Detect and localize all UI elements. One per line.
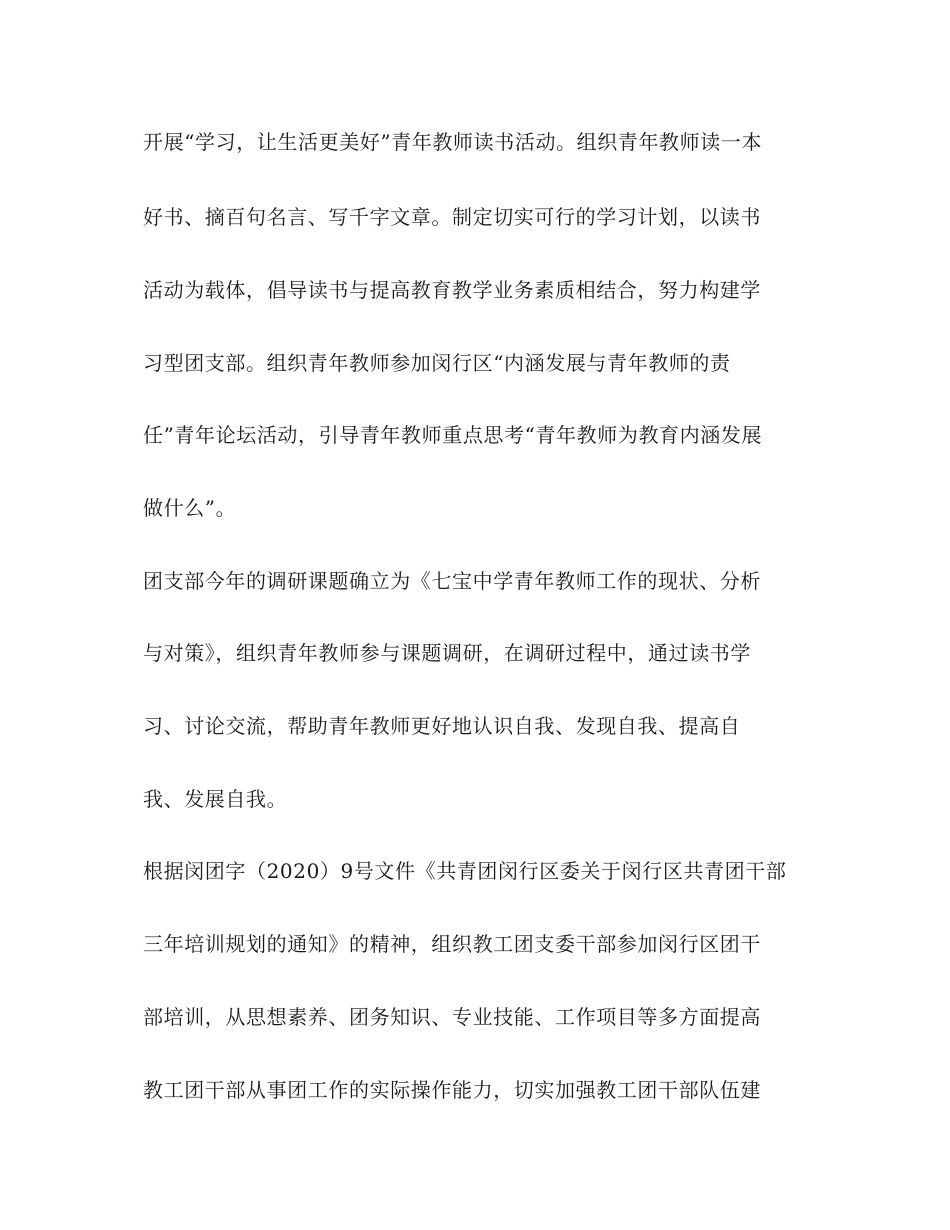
text-line: 我、发展自我。 — [143, 787, 288, 811]
text-line: 部培训，从思想素养、团务知识、专业技能、工作项目等多方面提高 — [143, 1005, 761, 1029]
text-line: 教工团干部从事团工作的实际操作能力，切实加强教工团干部队伍建 — [143, 1078, 761, 1102]
text-line: 三年培训规划的通知》的精神，组织教工团支委干部参加闵行区团干 — [143, 932, 761, 956]
text-line: 开展“学习，让生活更美好”青年教师读书活动。组织青年教师读一本 — [143, 130, 763, 154]
text-line: 根据闵团字（2020）9号文件《共青团闵行区委关于闵行区共青团干部 — [143, 859, 787, 883]
text-line: 做什么”。 — [143, 496, 237, 520]
text-line: 任”青年论坛活动，引导青年教师重点思考“青年教师为教育内涵发展 — [143, 423, 763, 447]
text-line: 活动为载体，倡导读书与提高教育教学业务素质相结合，努力构建学 — [143, 278, 761, 302]
text-line: 好书、摘百句名言、写千字文章。制定切实可行的学习计划，以读书 — [143, 205, 761, 229]
text-line: 习、讨论交流，帮助青年教师更好地认识自我、发现自我、提高自 — [143, 714, 741, 738]
text-line: 与对策》，组织青年教师参与课题调研，在调研过程中，通过读书学 — [143, 641, 751, 665]
text-line: 团支部今年的调研课题确立为《七宝中学青年教师工作的现状、分析 — [143, 569, 761, 593]
text-line: 习型团支部。组织青年教师参加闵行区“内涵发展与青年教师的责 — [143, 351, 731, 375]
